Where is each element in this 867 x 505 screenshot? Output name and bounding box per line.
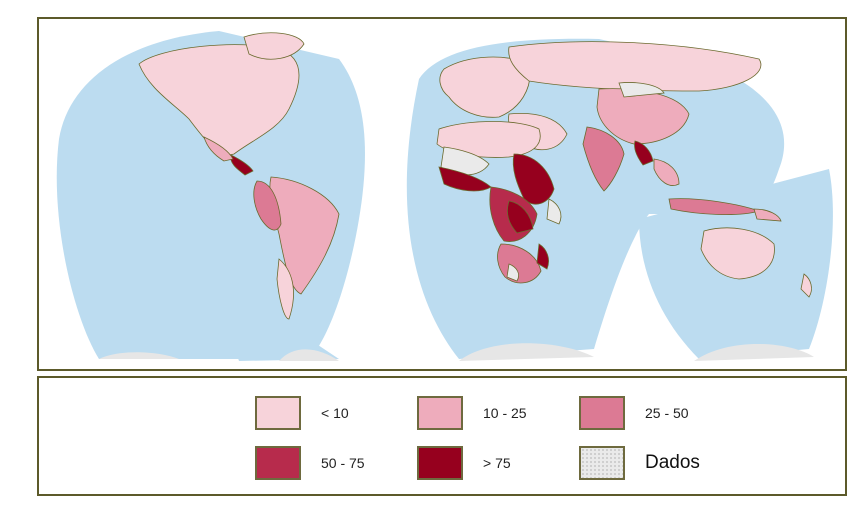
legend-swatch bbox=[255, 446, 301, 480]
legend-label: < 10 bbox=[321, 405, 349, 421]
legend bbox=[37, 376, 847, 496]
legend-swatch bbox=[417, 396, 463, 430]
legend-label: Dados bbox=[645, 452, 700, 473]
world-map bbox=[39, 19, 845, 369]
legend-label: 25 - 50 bbox=[645, 405, 689, 421]
legend-item-gt75 bbox=[417, 446, 511, 480]
world-map-frame bbox=[37, 17, 847, 371]
legend-item-lt10 bbox=[255, 396, 349, 430]
legend-label: 10 - 25 bbox=[483, 405, 527, 421]
legend-item-25-50 bbox=[579, 396, 689, 430]
legend-item-10-25 bbox=[417, 396, 527, 430]
legend-swatch bbox=[417, 446, 463, 480]
legend-label: > 75 bbox=[483, 455, 511, 471]
legend-item-nodata bbox=[579, 446, 700, 480]
legend-swatch bbox=[579, 396, 625, 430]
legend-label: 50 - 75 bbox=[321, 455, 365, 471]
legend-swatch bbox=[255, 396, 301, 430]
legend-item-50-75 bbox=[255, 446, 365, 480]
legend-swatch bbox=[579, 446, 625, 480]
